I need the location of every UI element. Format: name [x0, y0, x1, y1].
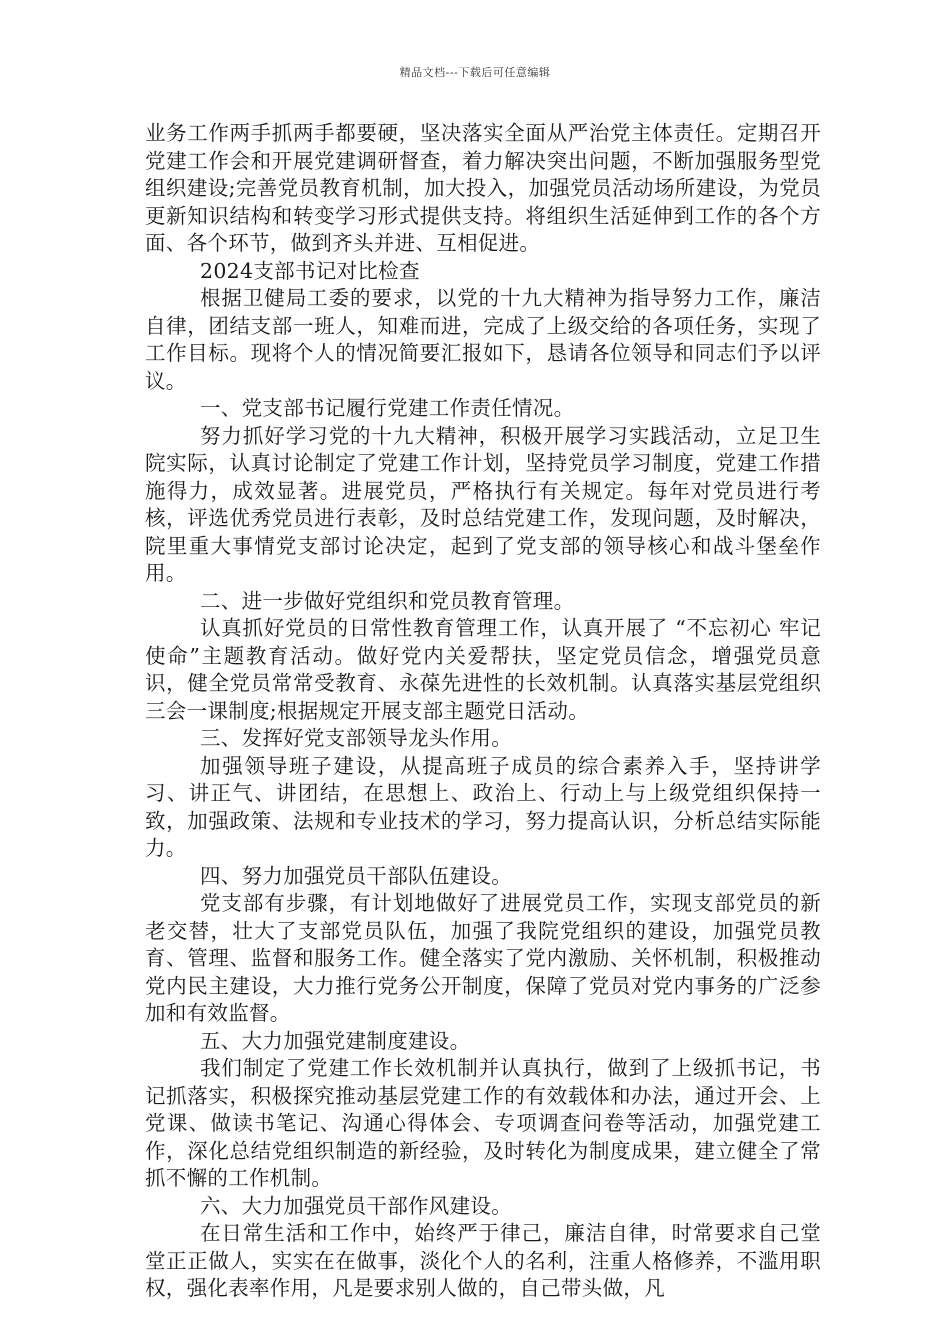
paragraph: 在日常生活和工作中，始终严于律己，廉洁自律，时常要求自己堂堂正正做人，实实在在做事，淡化个人的名利，注重人格修养，不滥用职权，强化表率作用，凡是要求别人做的，自己带头做，凡: [145, 1221, 821, 1300]
section-heading: 三、发挥好党支部领导龙头作用。: [200, 726, 512, 750]
section-heading: 一、党支部书记履行党建工作责任情况。: [200, 396, 575, 420]
section-heading: 四、努力加强党员干部队伍建设。: [200, 863, 512, 888]
paragraph: 认真抓好党员的日常性教育管理工作，认真开展了 “不忘初心 牢记使命”主题教育活动。做好党内关爱帮扶，坚定党员信念，增强党员意识，健全党员常常受教育、永葆先进性的长效机制。认真落实基层党组织三会一课制度;根据规定开展支部主题党日活动。: [145, 616, 821, 723]
page-header: 精品文档---下载后可任意编辑: [399, 66, 551, 79]
section-heading: 六、大力加强党员干部作风建设。: [200, 1193, 512, 1218]
section-title: 2024支部书记对比检查: [200, 258, 420, 283]
paragraph: 我们制定了党建工作长效机制并认真执行，做到了上级抓书记，书记抓落实，积极探究推动基层党建工作的有效载体和办法，通过开会、上党课、做读书笔记、沟通心得体会、专项调查问卷等活动，加强党建工作，深化总结党组织制造的新经验，及时转化为制度成果，建立健全了常抓不懈的工作机制。: [145, 1056, 821, 1190]
paragraph: 根据卫健局工委的要求，以党的十九大精神为指导努力工作，廉洁自律，团结支部一班人，知难而进，完成了上级交给的各项任务，实现了工作目标。现将个人的情况简要汇报如下，恳请各位领导和同志们予以评议。: [145, 286, 821, 393]
paragraph: 业务工作两手抓两手都要硬，坚决落实全面从严治党主体责任。定期召开党建工作会和开展党建调研督查，着力解决突出问题，不断加强服务型党组织建设;完善党员教育机制，加大投入，加强党员活动场所建设，为党员更新知识结构和转变学习形式提供支持。将组织生活延伸到工作的各个方面、各个环节，做到齐头并进、互相促进。: [145, 121, 821, 255]
section-heading: 二、进一步做好党组织和党员教育管理。: [200, 588, 575, 613]
document-body: [145, 120, 821, 1303]
paragraph: 党支部有步骤，有计划地做好了进展党员工作，实现支部党员的新老交替，壮大了支部党员队伍，加强了我院党组织的建设，加强党员教育、管理、监督和服务工作。健全落实了党内激励、关怀机制，积极推动党内民主建设，大力推行党务公开制度，保障了党员对党内事务的广泛参加和有效监督。: [145, 891, 821, 1025]
paragraph: 努力抓好学习党的十九大精神，积极开展学习实践活动，立足卫生院实际，认真讨论制定了党建工作计划，坚持党员学习制度，党建工作措施得力，成效显著。进展党员，严格执行有关规定。每年对党员进行考核，评选优秀党员进行表彰，及时总结党建工作，发现问题，及时解决，院里重大事情党支部讨论决定，起到了党支部的领导核心和战斗堡垒作用。: [145, 423, 821, 585]
paragraph: 加强领导班子建设，从提高班子成员的综合素养入手，坚持讲学习、讲正气、讲团结，在思想上、政治上、行动上与上级党组织保持一致，加强政策、法规和专业技术的学习，努力提高认识，分析总结实际能力。: [145, 753, 821, 860]
section-heading: 五、大力加强党建制度建设。: [200, 1028, 471, 1053]
